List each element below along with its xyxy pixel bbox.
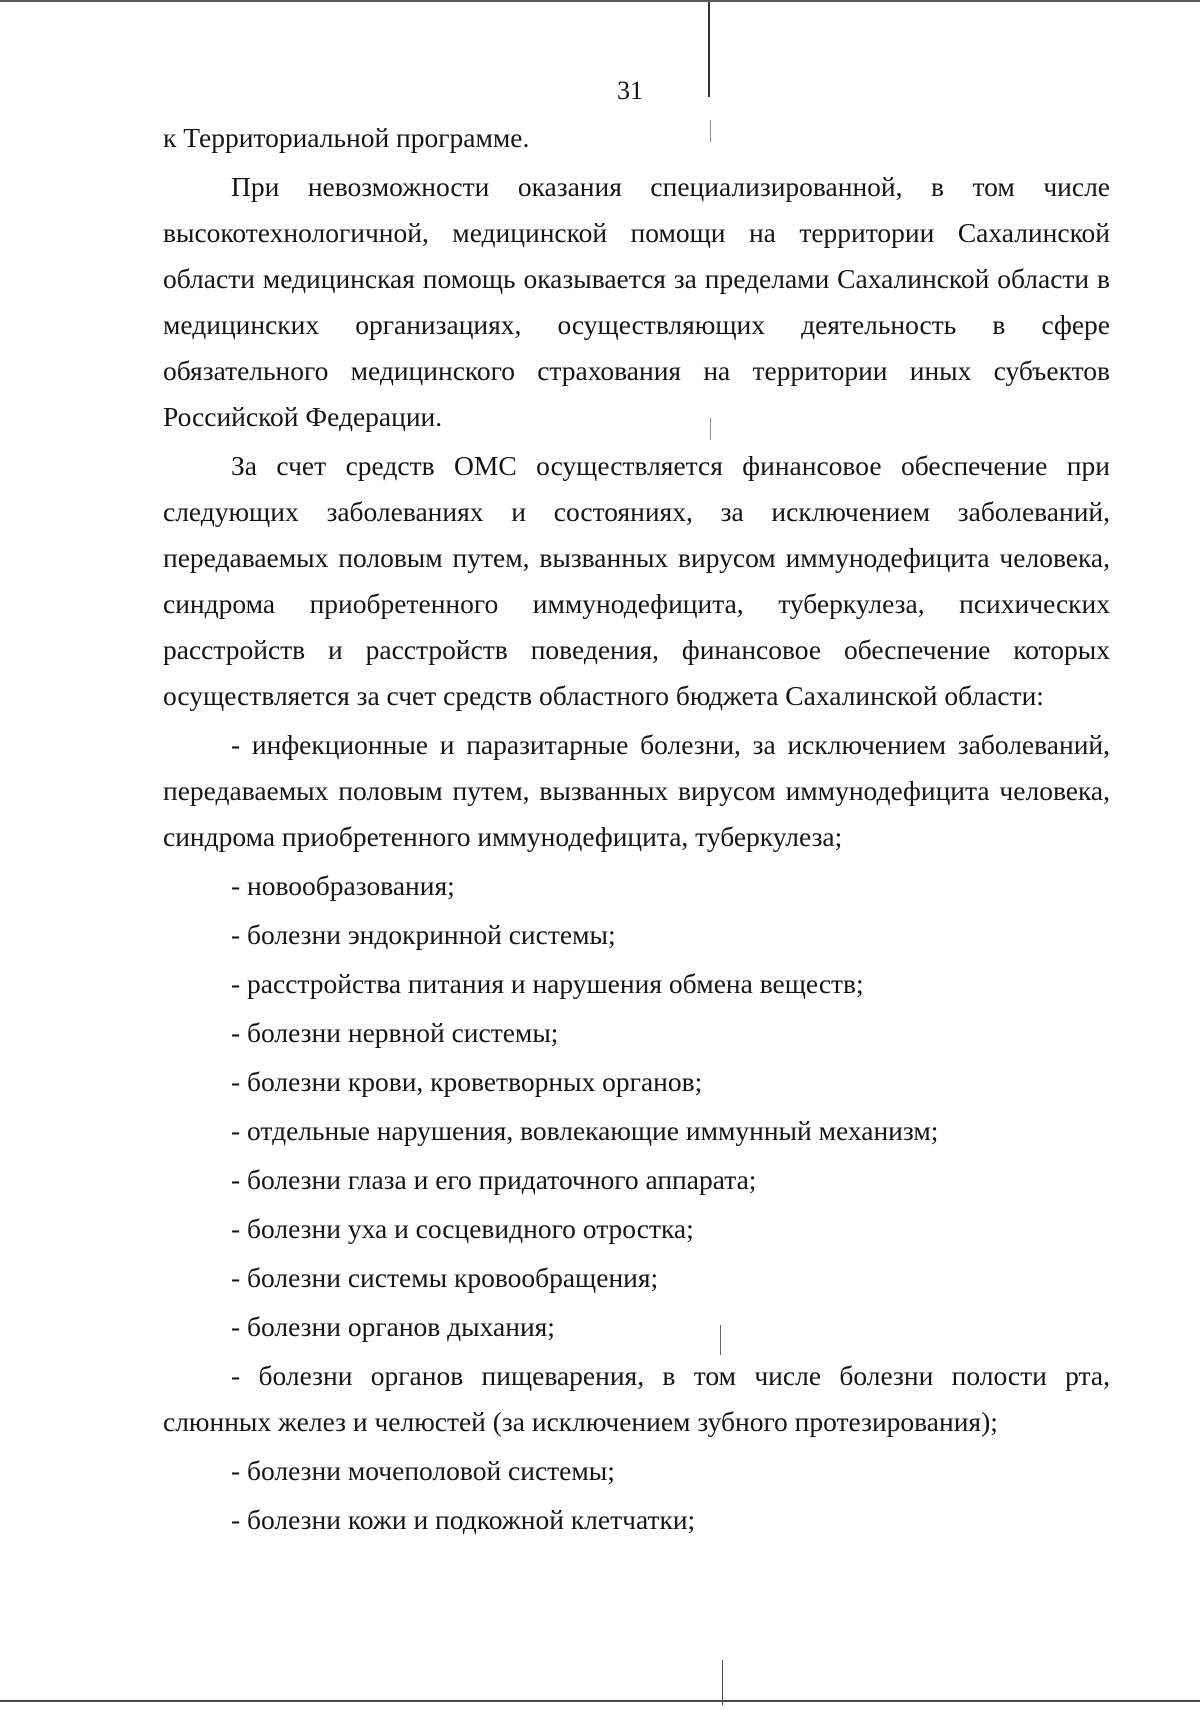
list-item: - болезни крови, кроветворных органов; (231, 1066, 703, 1097)
document-body (163, 115, 1110, 1543)
list-item: - расстройства питания и нарушения обмена веществ; (231, 968, 864, 999)
list-item: - болезни системы кровообращения; (231, 1262, 659, 1293)
scan-edge-top (0, 0, 1200, 2)
list-item: - болезни органов дыхания; (231, 1311, 555, 1342)
list-item: - болезни органов пищеварения, в том числе болезни полости рта, слюнных желез и челюстей (за исключением зубного протезирования); (163, 1360, 1110, 1437)
page-number: 31 (617, 76, 643, 105)
paragraph-continuation: к Территориальной программе. (163, 122, 530, 153)
list-item: - инфекционные и паразитарные болезни, за исключением заболеваний, передаваемых половым путем, вызванных вирусом иммунодефицита человека, синдрома приобретенного иммунодефицита, туберкулеза; (163, 729, 1110, 852)
list-item: - болезни нервной системы; (231, 1017, 559, 1048)
scan-edge-bottom (0, 1700, 1200, 1702)
list-item: - болезни уха и сосцевидного отростка; (231, 1213, 694, 1244)
list-item: - болезни эндокринной системы; (231, 919, 616, 950)
list-item: - болезни мочеполовой системы; (231, 1455, 615, 1486)
list-item: - болезни кожи и подкожной клетчатки; (231, 1504, 696, 1535)
scan-artifact-line (722, 1660, 723, 1705)
list-item: - болезни глаза и его придаточного аппарата; (231, 1164, 757, 1195)
list-item: - отдельные нарушения, вовлекающие иммунный механизм; (231, 1115, 939, 1146)
paragraph-specialized-care: При невозможности оказания специализированной, в том числе высокотехнологичной, медицинской помощи на территории Сахалинской области медицинская помощь оказывается за пределами Сахалинской области в медицинских организациях, осуществляющих деятельность в сфере обязательного медицинского страхования на территории иных субъектов Российской Федерации. (163, 171, 1110, 432)
list-item: - новообразования; (231, 870, 455, 901)
paragraph-oms-funding: За счет средств ОМС осуществляется финансовое обеспечение при следующих заболеваниях и состояниях, за исключением заболеваний, передаваемых половым путем, вызванных вирусом иммунодефицита человека, синдрома приобретенного иммунодефицита, туберкулеза, психических расстройств и расстройств поведения, финансовое обеспечение которых осуществляется за счет средств областного бюджета Сахалинской области: (163, 450, 1110, 711)
